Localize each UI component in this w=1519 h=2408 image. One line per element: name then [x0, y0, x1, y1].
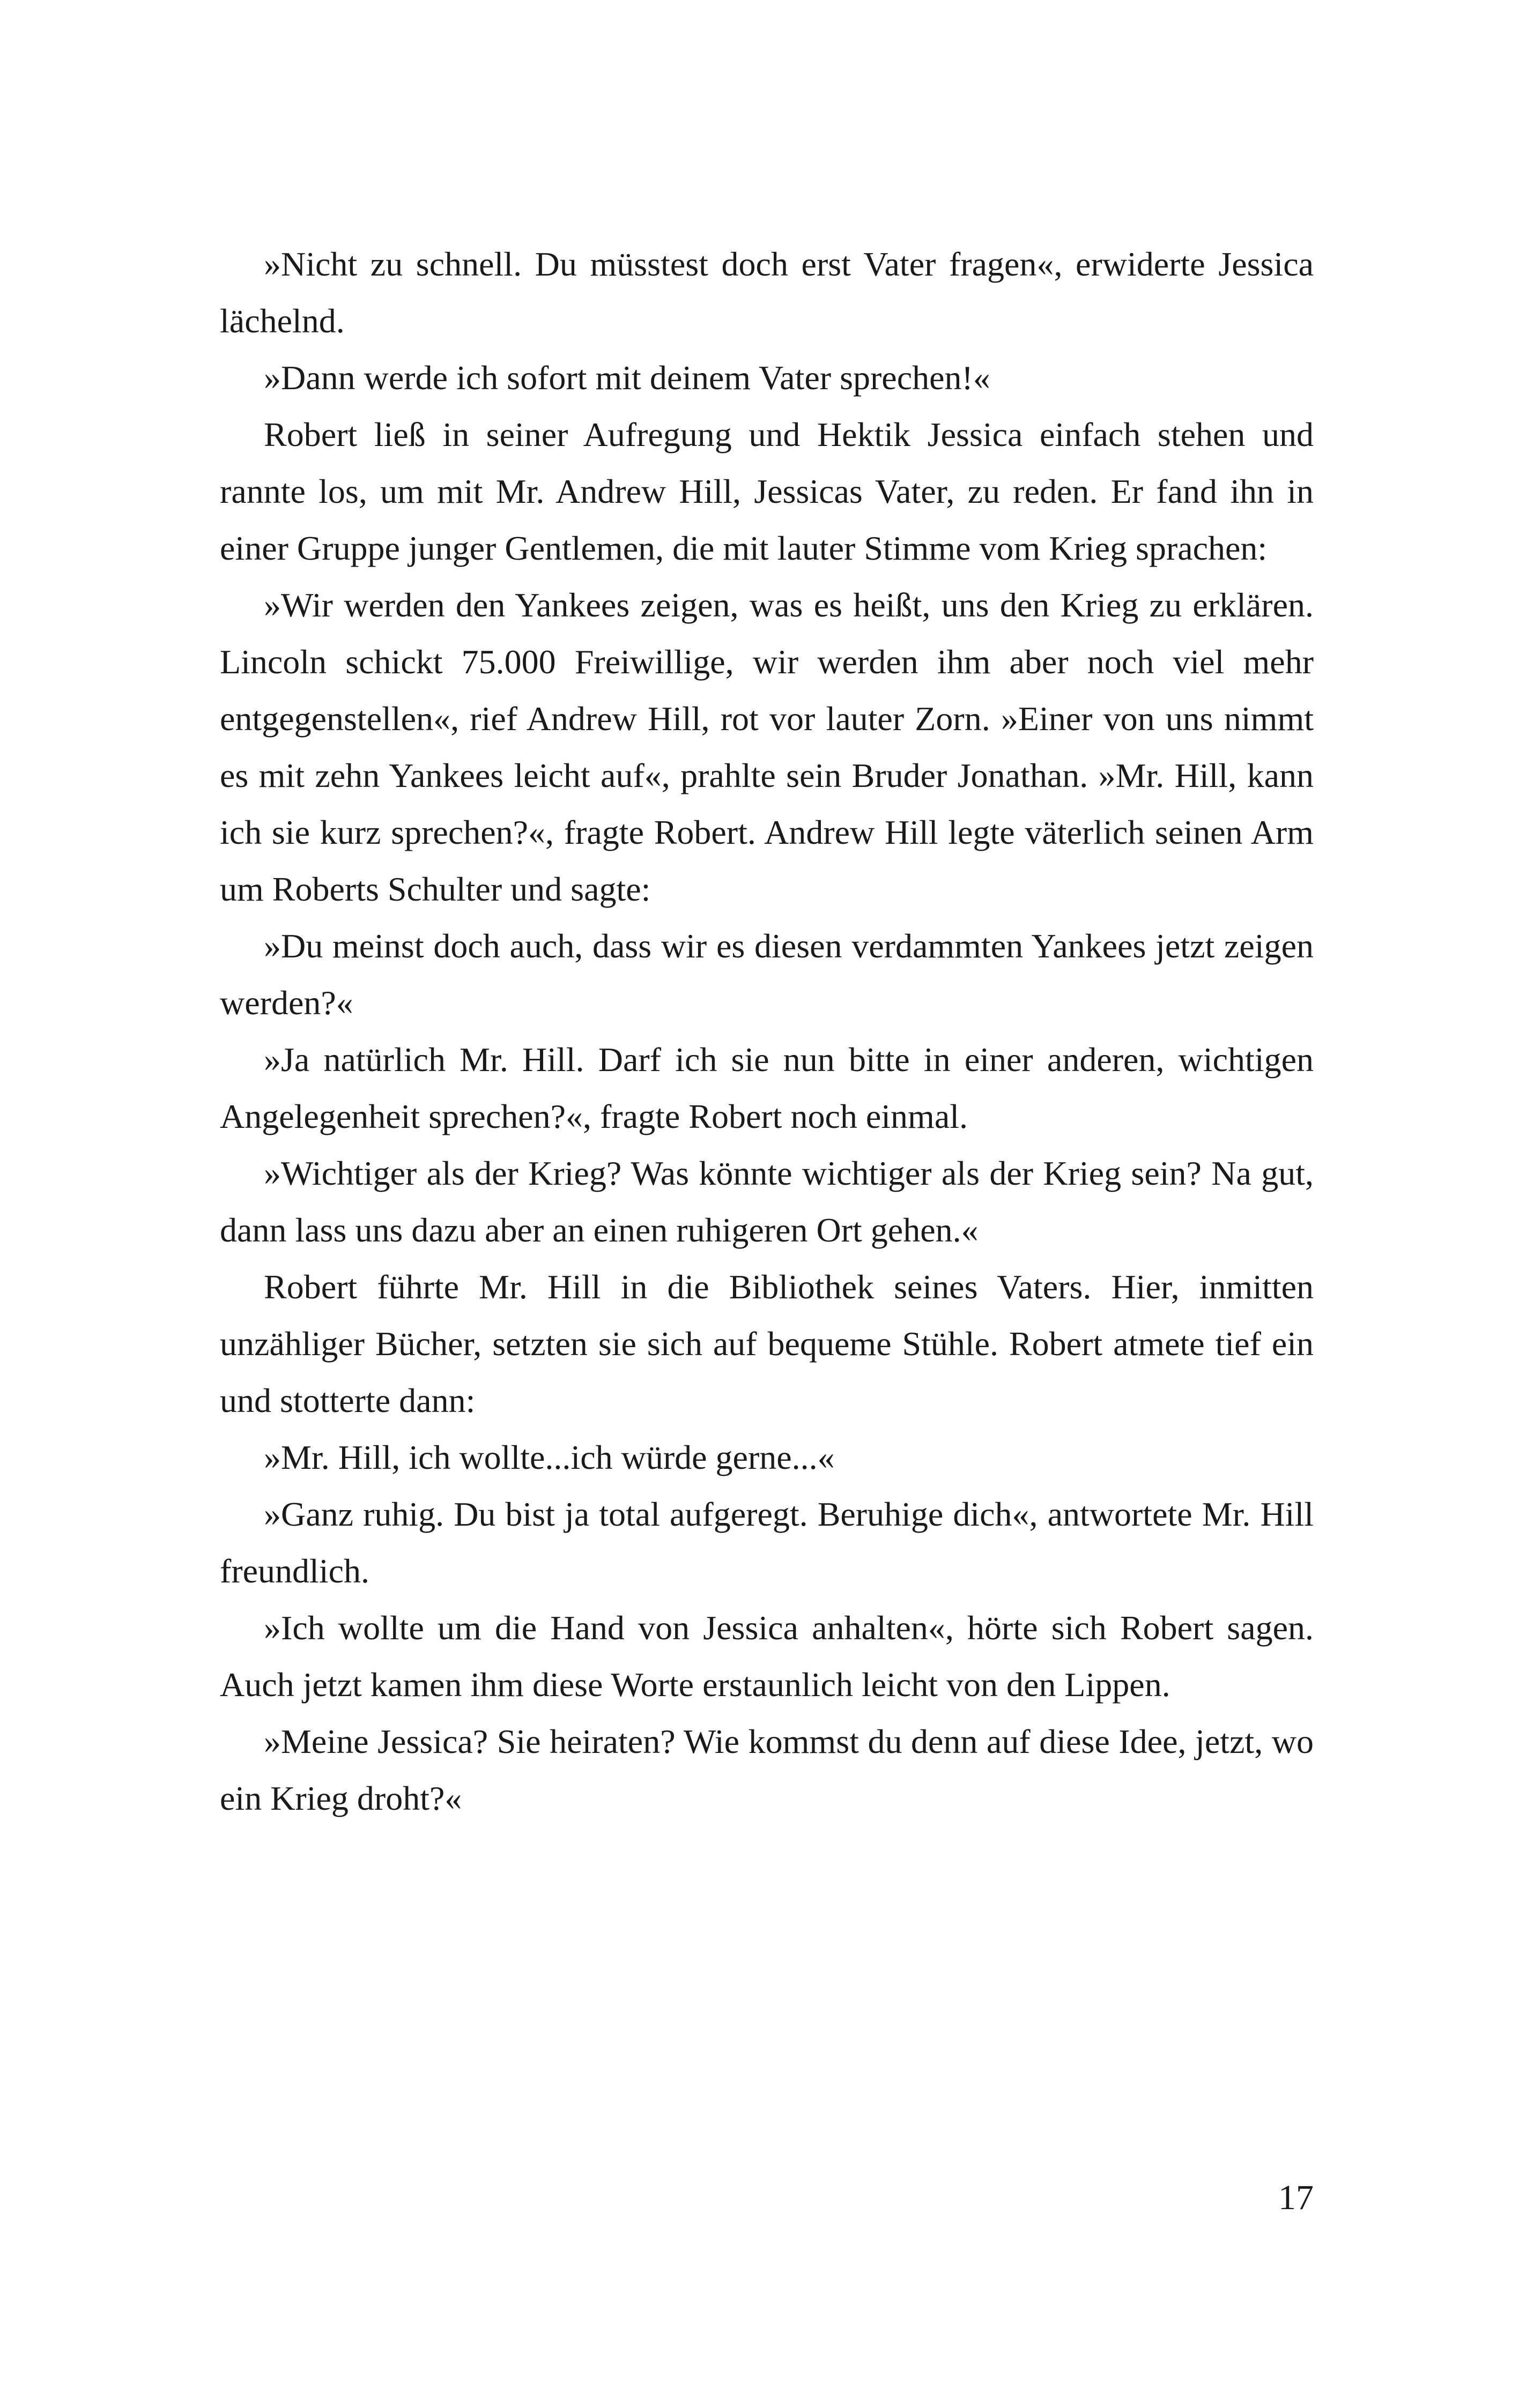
- paragraph: »Nicht zu schnell. Du müsstest doch erst Vater fragen«, erwiderte Jessica lächelnd.: [220, 245, 1314, 340]
- paragraph: »Mr. Hill, ich wollte...ich würde gerne...«: [264, 1438, 835, 1476]
- paragraph: »Wichtiger als der Krieg? Was könnte wichtiger als der Krieg sein? Na gut, dann lass uns dazu aber an einen ruhigeren Ort gehen.«: [220, 1154, 1314, 1249]
- paragraph: »Dann werde ich sofort mit deinem Vater sprechen!«: [264, 359, 990, 397]
- body-text: [220, 236, 1314, 1827]
- paragraph: »Meine Jessica? Sie heiraten? Wie kommst du denn auf diese Idee, jetzt, wo ein Krieg droht?«: [220, 1722, 1314, 1817]
- paragraph: Robert ließ in seiner Aufregung und Hektik Jessica einfach stehen und rannte los, um mit Mr. Andrew Hill, Jessicas Vater, zu reden. Er fand ihn in einer Gruppe junger Gentlemen, die mit lauter Stimme vom Krieg sprachen:: [220, 415, 1314, 567]
- paragraph: »Wir werden den Yankees zeigen, was es heißt, uns den Krieg zu erklären. Lincoln schickt 75.000 Freiwillige, wir werden ihm aber noch viel mehr entgegenstellen«, rief Andrew Hill, rot vor lauter Zorn. »Einer von uns nimmt es mit zehn Yankees leicht auf«, prahlte sein Bruder Jonathan. »Mr. Hill, kann ich sie kurz sprechen?«, fragte Robert. Andrew Hill legte väterlich seinen Arm um Roberts Schulter und sagte:: [220, 586, 1314, 908]
- paragraph: »Ich wollte um die Hand von Jessica anhalten«, hörte sich Robert sagen. Auch jetzt kamen ihm diese Worte erstaunlich leicht von den Lippen.: [220, 1609, 1314, 1704]
- paragraph: »Ganz ruhig. Du bist ja total aufgeregt. Beruhige dich«, antwortete Mr. Hill freundlich.: [220, 1495, 1314, 1590]
- paragraph: »Ja natürlich Mr. Hill. Darf ich sie nun bitte in einer anderen, wichtigen Angelegenheit sprechen?«, fragte Robert noch einmal.: [220, 1041, 1314, 1135]
- paragraph: »Du meinst doch auch, dass wir es diesen verdammten Yankees jetzt zeigen werden?«: [220, 927, 1314, 1022]
- page-number: 17: [1278, 2178, 1314, 2217]
- paragraph: Robert führte Mr. Hill in die Bibliothek seines Vaters. Hier, inmitten unzähliger Bücher, setzten sie sich auf bequeme Stühle. Robert atmete tief ein und stotterte dann:: [220, 1268, 1314, 1419]
